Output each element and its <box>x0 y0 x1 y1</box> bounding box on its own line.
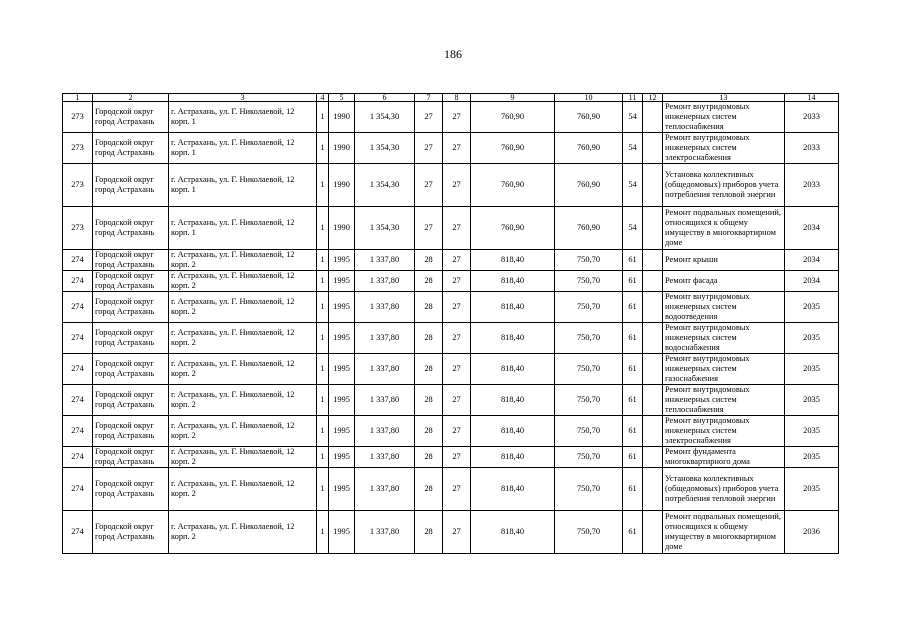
table-cell: 1 337,80 <box>355 447 415 468</box>
table-cell: 27 <box>443 416 471 447</box>
table-cell: Ремонт крыши <box>663 250 785 271</box>
table-cell: Ремонт фундамента многоквартирного дома <box>663 447 785 468</box>
table-cell: 1 337,80 <box>355 416 415 447</box>
table-cell: 1 <box>317 271 329 292</box>
column-header: 13 <box>663 94 785 102</box>
table-cell: 818,40 <box>471 447 555 468</box>
table-cell: 27 <box>443 250 471 271</box>
table-cell: Городской округ город Астрахань <box>93 354 169 385</box>
table-cell: Городской округ город Астрахань <box>93 164 169 207</box>
table-cell: г. Астрахань, ул. Г. Николаевой, 12 корп. 1 <box>169 133 317 164</box>
table-cell: 1 <box>317 133 329 164</box>
table-cell: 1990 <box>329 133 355 164</box>
table-cell: 27 <box>443 164 471 207</box>
table-cell: 1 <box>317 354 329 385</box>
table-row <box>63 354 839 385</box>
table-cell: 27 <box>443 354 471 385</box>
table-cell: 61 <box>623 354 643 385</box>
table-cell: 818,40 <box>471 292 555 323</box>
table-cell: 2035 <box>785 292 839 323</box>
table-cell: 27 <box>443 207 471 250</box>
table-cell: 1 354,30 <box>355 164 415 207</box>
table-cell: 61 <box>623 250 643 271</box>
table-cell: 2035 <box>785 416 839 447</box>
table-cell: 818,40 <box>471 323 555 354</box>
table-cell: Ремонт внутридомовых инженерных систем газоснабжения <box>663 354 785 385</box>
table-cell: 1995 <box>329 271 355 292</box>
table-cell: Ремонт фасада <box>663 271 785 292</box>
table-cell: 54 <box>623 133 643 164</box>
table-cell: Установка коллективных (общедомовых) приборов учета потребления тепловой энергии <box>663 468 785 511</box>
table-cell <box>643 447 663 468</box>
table-cell: Городской округ город Астрахань <box>93 250 169 271</box>
table-row <box>63 511 839 554</box>
table-cell <box>643 511 663 554</box>
table-cell: 2036 <box>785 511 839 554</box>
table-cell: 1 337,80 <box>355 292 415 323</box>
column-header: 6 <box>355 94 415 102</box>
table-cell: 274 <box>63 511 93 554</box>
table-cell: Ремонт внутридомовых инженерных систем теплоснабжения <box>663 102 785 133</box>
table-cell: 27 <box>415 164 443 207</box>
table-row <box>63 292 839 323</box>
table-cell: 27 <box>443 447 471 468</box>
table-cell: 1995 <box>329 354 355 385</box>
table-cell: 1990 <box>329 207 355 250</box>
table-cell: 54 <box>623 164 643 207</box>
table-cell: 818,40 <box>471 468 555 511</box>
table-cell: 273 <box>63 207 93 250</box>
table-cell: 54 <box>623 102 643 133</box>
table-row <box>63 447 839 468</box>
table-cell <box>643 323 663 354</box>
table-cell: 273 <box>63 102 93 133</box>
table-row <box>63 133 839 164</box>
column-header: 5 <box>329 94 355 102</box>
table-cell: г. Астрахань, ул. Г. Николаевой, 12 корп. 2 <box>169 323 317 354</box>
table-cell: 1995 <box>329 511 355 554</box>
table-cell: 2033 <box>785 102 839 133</box>
table-cell <box>643 250 663 271</box>
table-cell: 1 <box>317 468 329 511</box>
table-cell: 274 <box>63 468 93 511</box>
table-cell: 1 337,80 <box>355 354 415 385</box>
table-cell: Городской округ город Астрахань <box>93 323 169 354</box>
table-cell: 2034 <box>785 250 839 271</box>
table-cell: Городской округ город Астрахань <box>93 511 169 554</box>
table-cell: 28 <box>415 271 443 292</box>
table-cell: 1995 <box>329 250 355 271</box>
repair-schedule-table <box>62 93 839 554</box>
table-cell: 750,70 <box>555 323 623 354</box>
table-cell: 27 <box>443 102 471 133</box>
table-cell: 28 <box>415 511 443 554</box>
table-row <box>63 323 839 354</box>
table-cell: 27 <box>415 102 443 133</box>
table-cell: 61 <box>623 511 643 554</box>
table-cell: 61 <box>623 292 643 323</box>
table-cell: 2034 <box>785 271 839 292</box>
table-cell: 760,90 <box>555 207 623 250</box>
table-cell: 273 <box>63 164 93 207</box>
table-cell <box>643 416 663 447</box>
table-cell: г. Астрахань, ул. Г. Николаевой, 12 корп. 2 <box>169 354 317 385</box>
table-row <box>63 385 839 416</box>
column-header: 14 <box>785 94 839 102</box>
table-cell: 27 <box>443 133 471 164</box>
table-cell <box>643 354 663 385</box>
table-row <box>63 102 839 133</box>
column-header: 2 <box>93 94 169 102</box>
table-row <box>63 271 839 292</box>
table-cell: 760,90 <box>555 133 623 164</box>
table-cell: г. Астрахань, ул. Г. Николаевой, 12 корп. 1 <box>169 164 317 207</box>
table-cell <box>643 102 663 133</box>
table-cell: 1 337,80 <box>355 250 415 271</box>
table-cell: 274 <box>63 416 93 447</box>
table-cell: 1 <box>317 511 329 554</box>
table-cell: 1 337,80 <box>355 511 415 554</box>
table-cell: Ремонт подвальных помещений, относящихся к общему имуществу в многоквартирном доме <box>663 207 785 250</box>
column-header: 1 <box>63 94 93 102</box>
table-cell: Городской округ город Астрахань <box>93 468 169 511</box>
table-row <box>63 416 839 447</box>
table-cell: 1 337,80 <box>355 385 415 416</box>
table-cell: Установка коллективных (общедомовых) приборов учета потребления тепловой энергии <box>663 164 785 207</box>
table-cell <box>643 292 663 323</box>
table-cell: 1 <box>317 164 329 207</box>
table-cell <box>643 271 663 292</box>
table-cell: 274 <box>63 292 93 323</box>
table-cell: 61 <box>623 468 643 511</box>
table-cell: Городской округ город Астрахань <box>93 447 169 468</box>
table-cell: г. Астрахань, ул. Г. Николаевой, 12 корп. 2 <box>169 292 317 323</box>
table-cell: 61 <box>623 447 643 468</box>
table-cell: 750,70 <box>555 385 623 416</box>
table-cell: г. Астрахань, ул. Г. Николаевой, 12 корп. 2 <box>169 250 317 271</box>
table-cell: 2035 <box>785 447 839 468</box>
table-cell: 818,40 <box>471 250 555 271</box>
table-cell: 1 337,80 <box>355 468 415 511</box>
table-cell: 760,90 <box>471 207 555 250</box>
table-cell <box>643 164 663 207</box>
table-cell: Ремонт внутридомовых инженерных систем водоотведения <box>663 292 785 323</box>
header-row <box>63 94 839 102</box>
column-header: 7 <box>415 94 443 102</box>
table-cell: 2033 <box>785 164 839 207</box>
column-header: 8 <box>443 94 471 102</box>
table-cell <box>643 385 663 416</box>
table-cell: г. Астрахань, ул. Г. Николаевой, 12 корп. 2 <box>169 511 317 554</box>
table-cell: г. Астрахань, ул. Г. Николаевой, 12 корп. 2 <box>169 447 317 468</box>
table-cell: 274 <box>63 323 93 354</box>
table-cell: г. Астрахань, ул. Г. Николаевой, 12 корп. 2 <box>169 271 317 292</box>
table-cell: 27 <box>443 323 471 354</box>
table-cell: 28 <box>415 468 443 511</box>
table-cell: 28 <box>415 292 443 323</box>
table-cell: 750,70 <box>555 416 623 447</box>
table-cell: 1990 <box>329 164 355 207</box>
table-cell: 750,70 <box>555 511 623 554</box>
column-header: 12 <box>643 94 663 102</box>
table-cell: 61 <box>623 271 643 292</box>
table-cell: 27 <box>415 133 443 164</box>
column-header: 10 <box>555 94 623 102</box>
table-cell: Городской округ город Астрахань <box>93 102 169 133</box>
table-cell: 1 <box>317 323 329 354</box>
table-cell: 1 <box>317 447 329 468</box>
table-row <box>63 207 839 250</box>
table-cell: 818,40 <box>471 385 555 416</box>
table-cell: 1 <box>317 416 329 447</box>
column-header: 9 <box>471 94 555 102</box>
table-cell: 1 <box>317 292 329 323</box>
column-header: 3 <box>169 94 317 102</box>
table-cell: 28 <box>415 416 443 447</box>
table-cell: 818,40 <box>471 354 555 385</box>
table-cell: г. Астрахань, ул. Г. Николаевой, 12 корп. 2 <box>169 468 317 511</box>
table-cell: Городской округ город Астрахань <box>93 207 169 250</box>
table-cell <box>643 133 663 164</box>
table-cell: 2035 <box>785 468 839 511</box>
table-cell: 2035 <box>785 354 839 385</box>
table-row <box>63 468 839 511</box>
table-cell: 28 <box>415 385 443 416</box>
table-cell: 61 <box>623 385 643 416</box>
table-cell: 274 <box>63 447 93 468</box>
table-cell: 27 <box>415 207 443 250</box>
table-cell: 2035 <box>785 323 839 354</box>
table-cell: 1 <box>317 207 329 250</box>
table-cell: 760,90 <box>471 102 555 133</box>
table-cell: 54 <box>623 207 643 250</box>
page-number: 186 <box>444 47 462 61</box>
table-cell: 760,90 <box>471 133 555 164</box>
table-row <box>63 250 839 271</box>
table-cell: 1995 <box>329 292 355 323</box>
table-cell: 274 <box>63 250 93 271</box>
table-cell: 27 <box>443 292 471 323</box>
table-cell: 1995 <box>329 447 355 468</box>
table-cell: Ремонт внутридомовых инженерных систем теплоснабжения <box>663 385 785 416</box>
table-cell: 818,40 <box>471 271 555 292</box>
table-cell: Городской округ город Астрахань <box>93 385 169 416</box>
table-cell: 1 337,80 <box>355 323 415 354</box>
table-cell <box>643 468 663 511</box>
table-cell: 818,40 <box>471 511 555 554</box>
table-cell: 750,70 <box>555 468 623 511</box>
table-cell: 2035 <box>785 385 839 416</box>
table-cell: 1 354,30 <box>355 133 415 164</box>
table-cell: 1995 <box>329 385 355 416</box>
table-cell: 1 337,80 <box>355 271 415 292</box>
table-cell: 1 354,30 <box>355 102 415 133</box>
table-cell: 28 <box>415 323 443 354</box>
table-cell: 760,90 <box>471 164 555 207</box>
table-cell: 1 <box>317 250 329 271</box>
table-cell: 274 <box>63 354 93 385</box>
table-cell: 2034 <box>785 207 839 250</box>
table-cell: 27 <box>443 385 471 416</box>
table-cell: 274 <box>63 271 93 292</box>
table-cell: г. Астрахань, ул. Г. Николаевой, 12 корп. 1 <box>169 207 317 250</box>
table-cell: 61 <box>623 416 643 447</box>
table-cell: 28 <box>415 250 443 271</box>
table-cell: 1995 <box>329 323 355 354</box>
table-cell: 2033 <box>785 133 839 164</box>
table-cell: 1990 <box>329 102 355 133</box>
table-cell: г. Астрахань, ул. Г. Николаевой, 12 корп. 2 <box>169 385 317 416</box>
table-cell: 28 <box>415 447 443 468</box>
table-cell: 1995 <box>329 468 355 511</box>
table-cell: 61 <box>623 323 643 354</box>
table-cell: Городской округ город Астрахань <box>93 416 169 447</box>
table-cell: 750,70 <box>555 447 623 468</box>
table-body <box>63 102 839 554</box>
table-row <box>63 164 839 207</box>
table-cell: 27 <box>443 468 471 511</box>
table-cell: 274 <box>63 385 93 416</box>
table-cell: 1 <box>317 102 329 133</box>
table-cell: 750,70 <box>555 250 623 271</box>
table-cell: 760,90 <box>555 102 623 133</box>
table-cell: Городской округ город Астрахань <box>93 292 169 323</box>
table-cell: 27 <box>443 511 471 554</box>
table-cell: 1 354,30 <box>355 207 415 250</box>
table-cell: 818,40 <box>471 416 555 447</box>
table-cell <box>643 207 663 250</box>
table-cell: 27 <box>443 271 471 292</box>
table-cell: 1995 <box>329 416 355 447</box>
column-header: 4 <box>317 94 329 102</box>
table-cell: 750,70 <box>555 271 623 292</box>
table-cell: Ремонт подвальных помещений, относящихся к общему имуществу в многоквартирном доме <box>663 511 785 554</box>
table-cell: г. Астрахань, ул. Г. Николаевой, 12 корп. 1 <box>169 102 317 133</box>
column-header: 11 <box>623 94 643 102</box>
table-cell: 750,70 <box>555 354 623 385</box>
table-cell: Ремонт внутридомовых инженерных систем электроснабжения <box>663 133 785 164</box>
table-cell: г. Астрахань, ул. Г. Николаевой, 12 корп. 2 <box>169 416 317 447</box>
table-cell: 1 <box>317 385 329 416</box>
table-cell: 273 <box>63 133 93 164</box>
table-cell: 760,90 <box>555 164 623 207</box>
table-cell: Городской округ город Астрахань <box>93 133 169 164</box>
table-cell: Городской округ город Астрахань <box>93 271 169 292</box>
table-cell: Ремонт внутридомовых инженерных систем водоснабжения <box>663 323 785 354</box>
table-cell: 28 <box>415 354 443 385</box>
table-cell: Ремонт внутридомовых инженерных систем электроснабжения <box>663 416 785 447</box>
table-cell: 750,70 <box>555 292 623 323</box>
